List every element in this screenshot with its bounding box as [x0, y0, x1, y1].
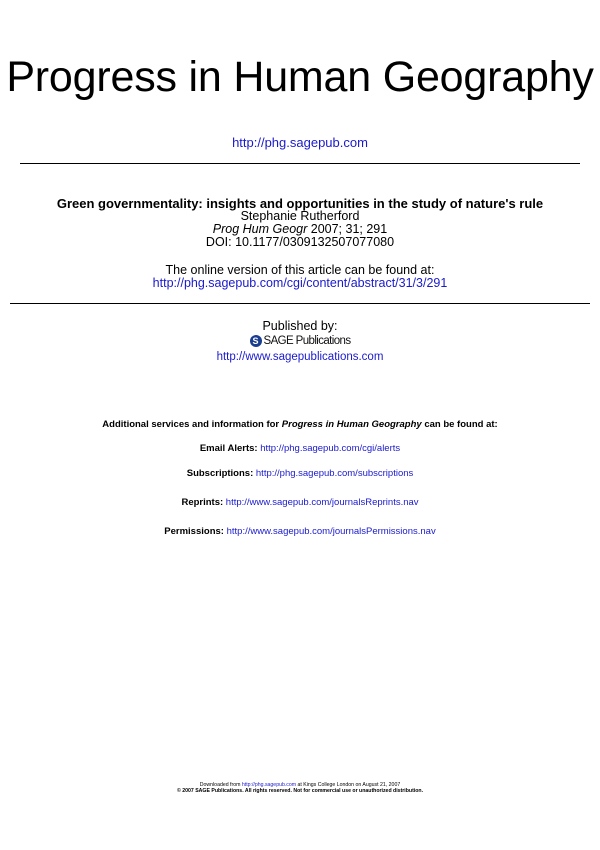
journal-title: Progress in Human Geography: [6, 53, 594, 101]
download-source-link[interactable]: http://phg.sagepub.com: [241, 782, 297, 788]
copyright-notice: © 2007 SAGE Publications. All rights reserved. Not for commercial use or unauthorized distribution.: [176, 788, 424, 794]
additional-suffix: can be found at:: [421, 419, 498, 430]
reprints-link[interactable]: http://www.sagepub.com/journalsReprints.nav: [225, 497, 419, 508]
service-label: Reprints:: [181, 497, 224, 508]
additional-services-heading: [0, 419, 600, 430]
top-divider: [20, 163, 580, 164]
service-label: Subscriptions:: [186, 468, 254, 479]
citation-volume: 2007; 31; 291: [307, 222, 388, 236]
article-author: Stephanie Rutherford: [240, 209, 360, 223]
online-version-label: The online version of this article can be found at:: [165, 263, 435, 277]
sage-logo-icon: S: [250, 335, 262, 347]
download-suffix: at Kings College London on August 21, 2007: [296, 782, 401, 788]
service-email-alerts: [0, 443, 600, 454]
sage-logo: [0, 334, 600, 348]
article-citation: [0, 222, 600, 236]
email-alerts-link[interactable]: http://phg.sagepub.com/cgi/alerts: [260, 443, 401, 454]
service-reprints: [0, 497, 600, 508]
service-permissions: [0, 526, 600, 537]
publisher-url-link[interactable]: http://www.sagepublications.com: [216, 351, 384, 363]
additional-journal: Progress in Human Geography: [281, 419, 422, 430]
service-label: Email Alerts:: [199, 443, 258, 454]
permissions-link[interactable]: http://www.sagepub.com/journalsPermissions.nav: [226, 526, 436, 537]
middle-divider: [10, 303, 590, 304]
journal-url-link[interactable]: http://phg.sagepub.com: [232, 135, 368, 150]
service-label: Permissions:: [164, 526, 224, 537]
subscriptions-link[interactable]: http://phg.sagepub.com/subscriptions: [255, 468, 414, 479]
online-version-link[interactable]: http://phg.sagepub.com/cgi/content/abstract/31/3/291: [152, 276, 448, 290]
journal-abbrev: Prog Hum Geogr: [212, 222, 308, 236]
additional-prefix: Additional services and information for: [102, 419, 282, 430]
article-doi: DOI: 10.1177/0309132507077080: [205, 235, 395, 249]
published-by-label: Published by:: [262, 319, 338, 333]
sage-logo-text: SAGE Publications: [263, 335, 351, 347]
service-subscriptions: [0, 468, 600, 479]
article-title: Green governmentality: insights and opportunities in the study of nature's rule: [56, 196, 544, 211]
download-prefix: Downloaded from: [199, 782, 242, 788]
